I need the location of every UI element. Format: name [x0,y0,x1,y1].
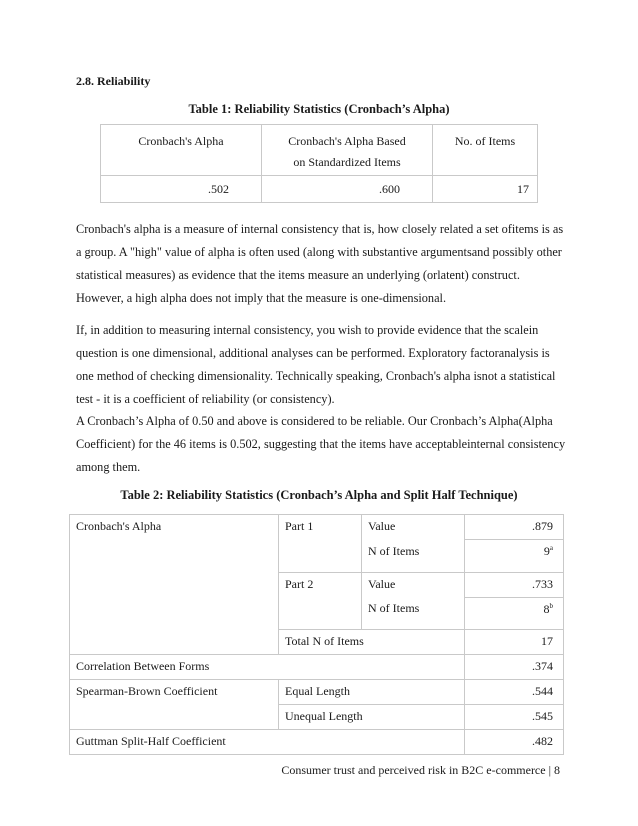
table1-value-n-items: 17 [433,176,538,203]
table1-header-standardized [262,125,433,176]
table2-part1-value-label: Value [362,515,465,540]
table2-part2-n-cell [465,597,564,630]
table1-header-standardized-line2: on Standardized Items [293,155,401,169]
table1-header-standardized-line1: Cronbach's Alpha Based [288,134,406,148]
table2-part1-value: .879 [465,515,564,540]
table1-value-standardized: .600 [262,176,433,203]
table1-header-n-items: No. of Items [433,125,538,176]
table1-reliability-statistics [100,124,538,203]
table1-caption: Table 1: Reliability Statistics (Cronbach’s Alpha) [188,102,450,116]
table1-header-row [101,125,538,176]
table2-spearman-label: Spearman-Brown Coefficient [70,680,279,730]
table2-part2-n: 8 [543,601,550,616]
table2-part2-value: .733 [465,572,564,597]
section-heading: 2.8. Reliability [76,74,151,88]
table1-values-row [101,176,538,203]
table2-unequal-length-label: Unequal Length [279,705,465,730]
table2-part1-n-label: N of Items [362,540,465,573]
table2-split-half [69,514,564,755]
table2-part1-n-footnote: a [549,544,553,552]
table2-guttman-label: Guttman Split-Half Coefficient [70,730,465,755]
table1-value-cronbach: .502 [101,176,262,203]
table2-guttman-value: .482 [465,730,564,755]
table2-part2-n-footnote: b [549,601,553,610]
table2-equal-length-value: .544 [465,680,564,705]
table2-cronbach-label: Cronbach's Alpha [70,515,279,655]
paragraph-cronbach-definition: Cronbach's alpha is a measure of internal consistency that is, how closely related a set ofitems is as a group. A "high" value of alpha is often used (along with substantive argumentsand possibly other statistical measures) as evidence that the items measure an underlying (orlatent) construct. However, a high alpha does not imply that the measure is one-dimensional. [76,222,564,305]
table2-row-guttman [70,730,564,755]
table2-row-part1-value [70,515,564,540]
paragraph-result: A Cronbach’s Alpha of 0.50 and above is considered to be reliable. Our Cronbach’s Alpha(Alpha Coefficient) for the 46 items is 0.502, suggesting that the items have acceptableinternal consistency among them. [76,414,566,474]
table2-part1-label: Part 1 [279,515,362,573]
paragraph-dimensionality: If, in addition to measuring internal consistency, you wish to provide evidence that the scalein question is one dimensional, additional analyses can be performed. Exploratory factoranalysis is one method of checking dimensionality. Technically speaking, Cronbach's alpha isnot a statistical test - it is a coefficient of reliability (or consistency). [76,323,556,406]
table2-row-correlation [70,655,564,680]
table2-unequal-length-value: .545 [465,705,564,730]
table2-total-n-label: Total N of Items [279,630,465,655]
table2-part2-n-label: N of Items [362,597,465,630]
table2-correlation-label: Correlation Between Forms [70,655,465,680]
table2-part2-label: Part 2 [279,572,362,630]
table1-header-cronbach: Cronbach's Alpha [101,125,262,176]
table2-caption: Table 2: Reliability Statistics (Cronbach’s Alpha and Split Half Technique) [120,488,518,502]
table2-correlation-value: .374 [465,655,564,680]
table2-equal-length-label: Equal Length [279,680,465,705]
table2-row-spearman-equal [70,680,564,705]
page-footer: Consumer trust and perceived risk in B2C e-commerce | 8 [281,763,560,777]
table2-part1-n-cell [465,540,564,573]
table2-part2-value-label: Value [362,572,465,597]
table2-total-n: 17 [465,630,564,655]
table2-part1-n: 9 [543,544,550,558]
